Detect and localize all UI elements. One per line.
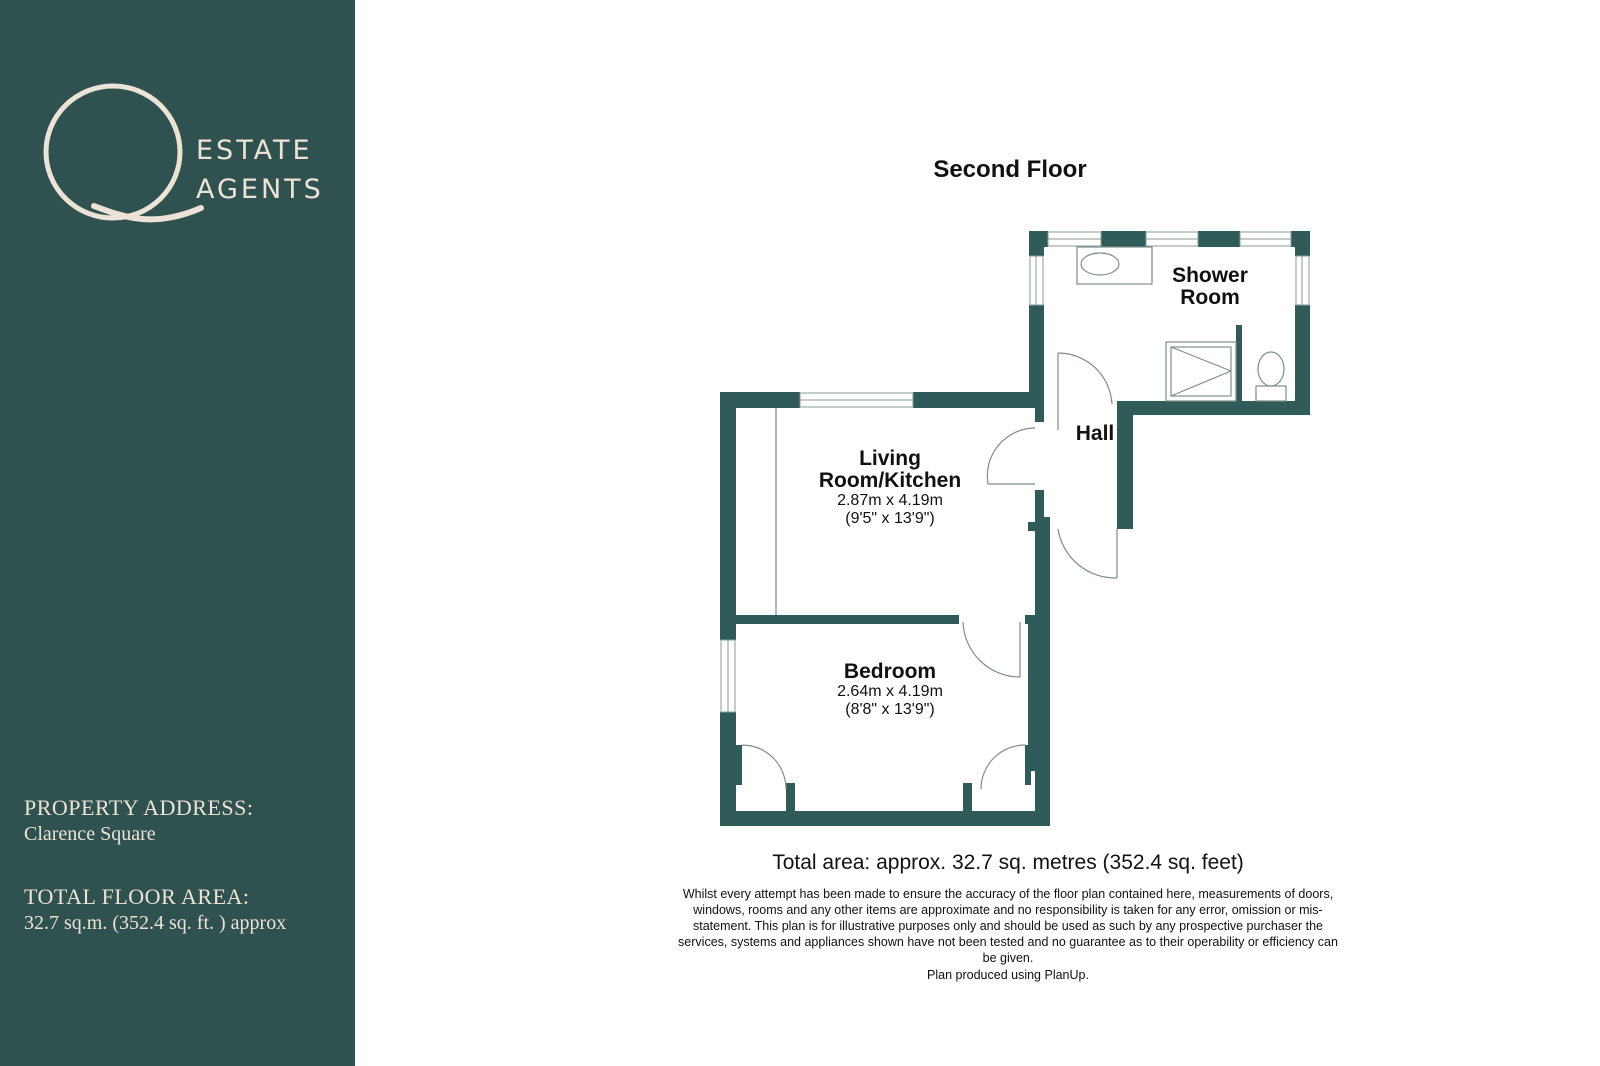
disclaimer-line: statement. This plan is for illustrative purposes only and should be used as such by any prospective purchaser the (693, 919, 1323, 933)
room-dims-imperial: (9'5" x 13'9") (845, 510, 935, 528)
room-name-line1: Shower (1172, 264, 1248, 287)
room-name: Bedroom (843, 660, 937, 683)
address-heading: PROPERTY ADDRESS: (24, 795, 254, 820)
disclaimer (640, 886, 1376, 966)
address-value: Clarence Square (24, 823, 156, 845)
room-name-line1: Living (859, 447, 921, 470)
room-label-living-room (780, 448, 1000, 529)
room-dims-imperial: (8'8" x 13'9") (845, 701, 935, 719)
floor-title: Second Floor (933, 156, 1087, 183)
room-dims-metric: 2.87m x 4.19m (837, 492, 943, 510)
disclaimer-line: Whilst every attempt has been made to ensure the accuracy of the floor plan contained here, measurements of doors, (682, 887, 1334, 901)
disclaimer-line: windows, rooms and any other items are approximate and no responsibility is taken for any error, omission or mis- (693, 903, 1323, 917)
plan-credit: Plan produced using PlanUp. (927, 968, 1089, 982)
room-label-bedroom (780, 661, 1000, 720)
floor-area-value: 32.7 sq.m. (352.4 sq. ft. ) approx (24, 912, 287, 934)
brand-line2: AGENTS (196, 174, 324, 205)
total-area: Total area: approx. 32.7 sq. metres (352.4 sq. feet) (772, 851, 1244, 874)
room-name-line2: Room/Kitchen (818, 469, 962, 493)
brand-line1: ESTATE (196, 135, 313, 166)
room-label-hall (1050, 423, 1140, 445)
disclaimer-line: be given. (982, 951, 1034, 965)
room-name: Hall (1075, 422, 1115, 445)
room-label-shower-room (1140, 265, 1280, 309)
floor-area-heading: TOTAL FLOOR AREA: (24, 884, 250, 909)
room-name-line2: Room (1180, 286, 1240, 310)
room-dims-metric: 2.64m x 4.19m (837, 683, 943, 701)
disclaimer-line: services, systems and appliances shown have not been tested and no guarantee as to their operability or efficiency can (678, 935, 1338, 949)
